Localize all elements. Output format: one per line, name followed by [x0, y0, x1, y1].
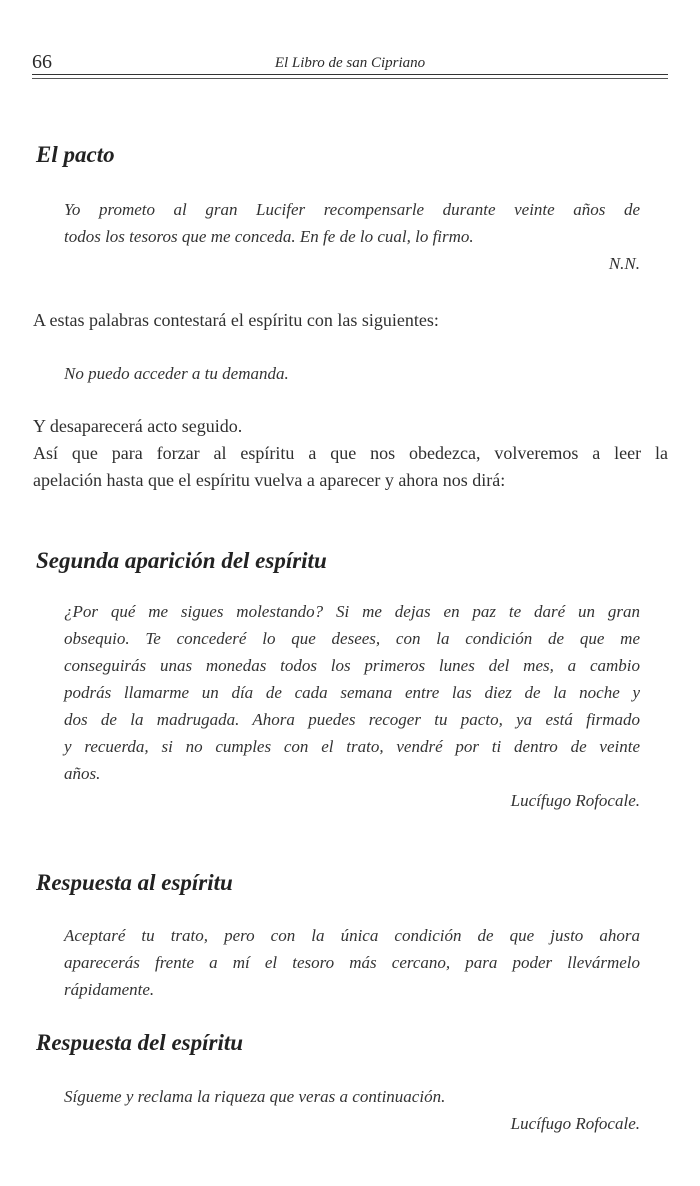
page-header — [32, 50, 668, 76]
quote-line: obsequio. Te concederé lo que desees, con la condición de que me — [64, 629, 640, 648]
quote-line: años. — [64, 764, 101, 783]
body-line: Y desaparecerá acto seguido. — [33, 416, 243, 436]
narrative-intro — [33, 307, 668, 334]
narrative-paragraph — [33, 413, 668, 494]
page-number: 66 — [32, 51, 52, 73]
second-apparition-signature: Lucífugo Rofocale. — [510, 791, 640, 810]
header-rule-secondary — [32, 78, 668, 79]
spirit-reply-quote — [64, 360, 640, 387]
body-line: Así que para forzar al espíritu a que nos obedezca, volveremos a leer la — [33, 443, 668, 463]
quote-line: rápidamente. — [64, 980, 155, 999]
spirit-answer-signature: Lucífugo Rofocale. — [510, 1114, 640, 1133]
quote-line: conseguirás unas monedas todos los primeros lunes del mes, a cambio — [64, 656, 640, 675]
quote-line: Aceptaré tu trato, pero con la única condición de que justo ahora — [64, 926, 640, 945]
answer-to-spirit-quote — [64, 922, 640, 1003]
quote-line: No puedo acceder a tu demanda. — [64, 364, 289, 383]
quote-line: Yo prometo al gran Lucifer recompensarle durante veinte años de — [64, 200, 640, 219]
pact-signature: N.N. — [608, 254, 640, 273]
spirit-answer-quote — [64, 1083, 640, 1110]
quote-line: ¿Por qué me sigues molestando? Si me dejas en paz te daré un gran — [64, 602, 640, 621]
heading-respuesta-del-espiritu: Respuesta del espíritu — [36, 1030, 244, 1055]
second-apparition-quote — [64, 598, 640, 787]
quote-line: todos los tesoros que me conceda. En fe de lo cual, lo firmo. — [64, 227, 474, 246]
quote-line: podrás llamarme un día de cada semana entre las diez de la noche y — [64, 683, 640, 702]
heading-respuesta-al-espiritu: Respuesta al espíritu — [36, 870, 233, 895]
running-title: El Libro de san Cipriano — [274, 55, 426, 71]
quote-line: dos de la madrugada. Ahora puedes recoger tu pacto, ya está firmado — [64, 710, 640, 729]
pact-quote — [64, 196, 640, 250]
heading-el-pacto: El pacto — [36, 142, 115, 167]
heading-segunda-aparicion: Segunda aparición del espíritu — [36, 548, 327, 573]
quote-line: y recuerda, si no cumples con el trato, vendré por ti dentro de veinte — [64, 737, 640, 756]
quote-line: Sígueme y reclama la riqueza que veras a continuación. — [64, 1087, 446, 1106]
quote-line: aparecerás frente a mí el tesoro más cercano, para poder llevármelo — [64, 953, 640, 972]
body-line: apelación hasta que el espíritu vuelva a aparecer y ahora nos dirá: — [33, 470, 506, 490]
body-line: A estas palabras contestará el espíritu con las siguientes: — [33, 310, 439, 330]
header-rule — [32, 74, 668, 75]
